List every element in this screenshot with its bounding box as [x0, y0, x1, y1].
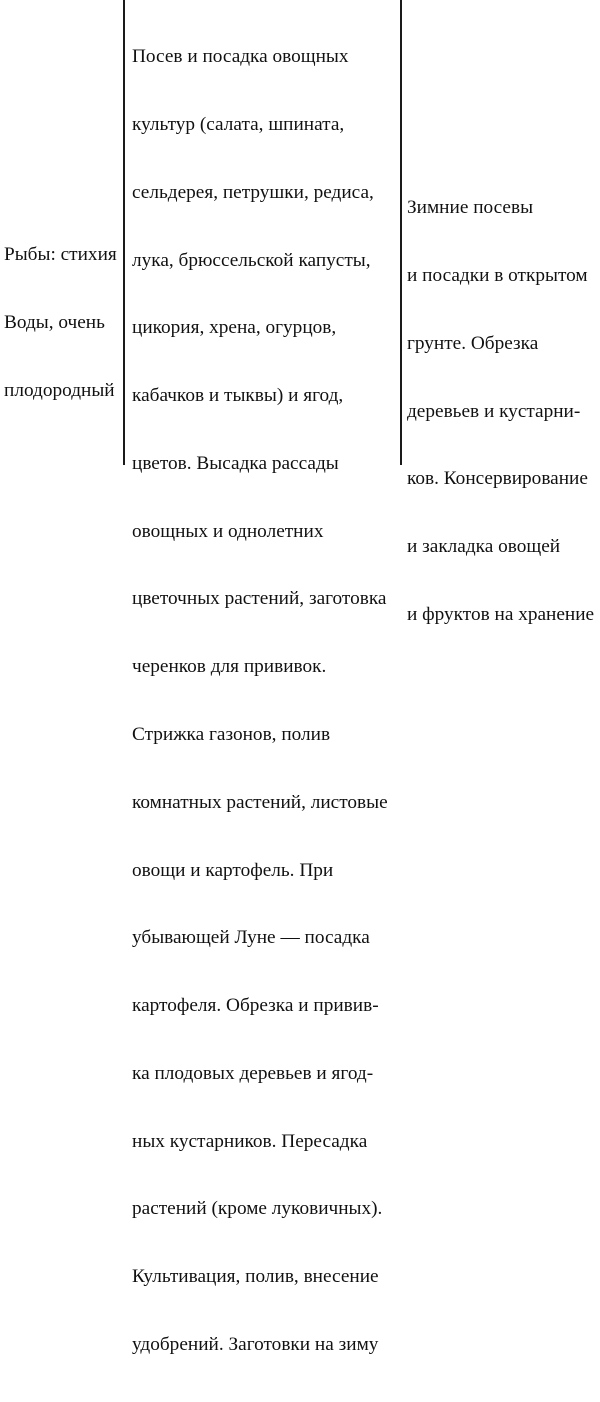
column-divider [123, 0, 125, 465]
cell-line: ка плодовых деревьев и ягод- [132, 1062, 374, 1084]
cell-line: овощных и однолетних [132, 520, 324, 542]
cell-line: Стрижка газонов, полив [132, 724, 331, 745]
winter-works-cell [407, 152, 594, 672]
column-divider [400, 0, 402, 465]
cell-line: культур (салата, шпината, [132, 113, 345, 135]
cell-line: Рыбы: стихия [4, 244, 117, 266]
cell-line: картофеля. Обрезка и привив- [132, 995, 379, 1017]
cell-line: растений (кроме луковичных). [132, 1198, 383, 1220]
zodiac-sign-cell [4, 199, 117, 448]
cell-line: кабачков и тыквы) и ягод, [132, 385, 344, 407]
cell-line: Воды, очень [4, 311, 105, 333]
cell-line: сельдерея, петрушки, редиса, [132, 181, 374, 203]
cell-line: черенков для прививок. [132, 656, 327, 678]
cell-line: Культивация, полив, внесение [132, 1266, 379, 1288]
cell-line: лука, брюссельской капусты, [132, 249, 371, 271]
works-cell [132, 1, 388, 1402]
cell-line: удобрений. Заготовки на зиму [132, 1334, 379, 1356]
cell-line: ков. Консервирование [407, 468, 588, 490]
cell-line: и фруктов на хранение [407, 603, 595, 625]
cell-line: деревьев и кустарни- [407, 400, 581, 422]
cell-line: цветов. Высадка рассады [132, 452, 339, 474]
cell-line: ных кустарников. Пересадка [132, 1130, 368, 1152]
cell-line: цикория, хрена, огурцов, [132, 317, 337, 339]
cell-line: плодородный [4, 379, 115, 401]
cell-line: и посадки в открытом [407, 264, 588, 286]
cell-line: Зимние посевы [407, 197, 534, 219]
cell-line: цветочных растений, заготовка [132, 588, 387, 610]
cell-line: комнатных растений, листовые [132, 791, 388, 813]
cell-line: Посев и посадка овощных [132, 46, 349, 68]
cell-line: грунте. Обрезка [407, 332, 539, 354]
cell-line: и закладка овощей [407, 536, 561, 558]
cell-line: овощи и картофель. При [132, 859, 334, 881]
cell-line: убывающей Луне — посадка [132, 927, 370, 949]
